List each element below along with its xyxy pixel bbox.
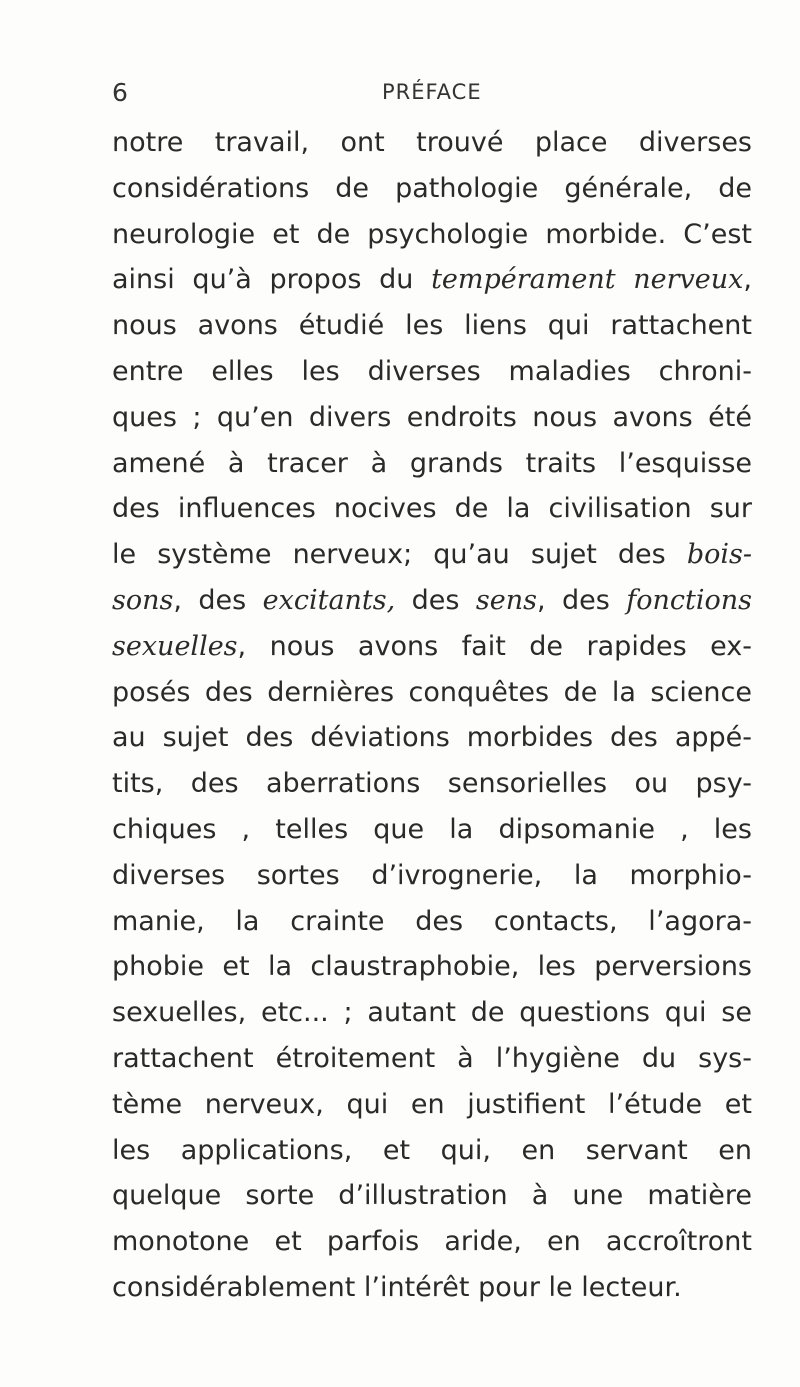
text-line: monotone et parfois aride, en accroîtront xyxy=(112,1226,752,1258)
italic-term: sens xyxy=(475,584,537,616)
italic-term: fonctions xyxy=(626,584,752,616)
italic-term: sexuelles xyxy=(112,630,238,662)
text-line: ainsi qu’à propos du tempérament nerveux, xyxy=(112,264,752,296)
text-line: notre travail, ont trouvé place diverses xyxy=(112,127,752,158)
body-text xyxy=(112,120,752,1311)
text-line: rattachent étroitement à l’hygiène du sys- xyxy=(112,1042,752,1074)
text-line: quelque sorte d’illustration à une matière xyxy=(112,1180,752,1212)
text-line: sexuelles, nous avons fait de rapides ex- xyxy=(112,630,752,662)
text-line: posés des dernières conquêtes de la science xyxy=(112,676,752,708)
italic-term: bois- xyxy=(686,539,752,571)
text-line: tits, des aberrations sensorielles ou psy- xyxy=(112,768,752,800)
text-line: considérations de pathologie générale, de xyxy=(112,172,752,204)
text-line: ques ; qu’en divers endroits nous avons été xyxy=(112,401,752,433)
page-header xyxy=(112,78,752,112)
text-line: les applications, et qui, en servant en xyxy=(112,1134,752,1166)
text-line: sexuelles, etc... ; autant de questions qui se xyxy=(112,997,752,1029)
text-line: le système nerveux; qu’au sujet des bois- xyxy=(112,539,752,571)
text-line: considérablement l’intérêt pour le lecteur. xyxy=(112,1271,682,1303)
text-line: tème nerveux, qui en justifient l’étude et xyxy=(112,1088,752,1120)
page-number: 6 xyxy=(112,78,128,107)
italic-term: tempérament nerveux xyxy=(431,264,744,296)
text-line: des influences nocives de la civilisation sur xyxy=(112,493,752,525)
text-line: neurologie et de psychologie morbide. C’est xyxy=(112,218,752,250)
text-line: au sujet des déviations morbides des appé- xyxy=(112,722,752,754)
text-line: diverses sortes d’ivrognerie, la morphio- xyxy=(112,859,752,891)
text-line: entre elles les diverses maladies chroni- xyxy=(112,355,752,387)
text-line: chiques , telles que la dipsomanie , les xyxy=(112,813,752,845)
text-line: phobie et la claustraphobie, les perversions xyxy=(112,951,752,983)
text-line: amené à tracer à grands traits l’esquisse xyxy=(112,447,752,479)
text-line: sons, des excitants, des sens, des fonctions xyxy=(112,584,752,616)
text-line: manie, la crainte des contacts, l’agora- xyxy=(112,905,752,937)
text-line: nous avons étudié les liens qui rattachent xyxy=(112,310,752,342)
italic-term: excitants, xyxy=(262,584,396,616)
running-head: PRÉFACE xyxy=(382,80,482,104)
italic-term: sons xyxy=(112,584,174,616)
